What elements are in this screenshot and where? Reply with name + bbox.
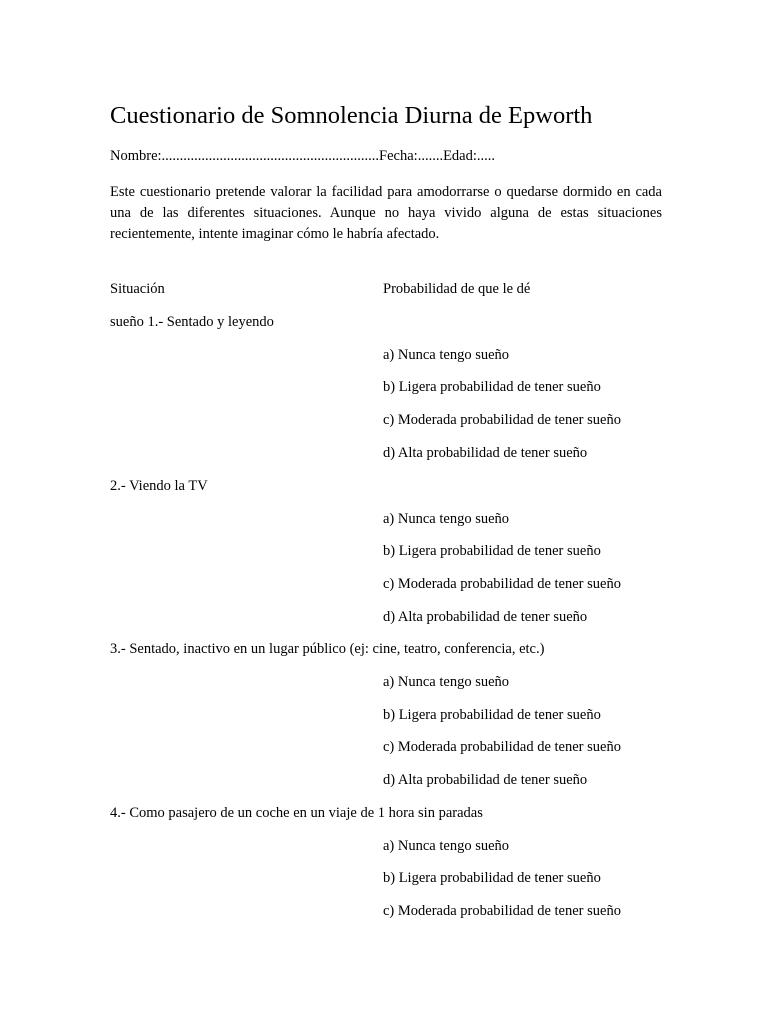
answer-option: c) Moderada probabilidad de tener sueño <box>383 412 621 428</box>
answer-option: a) Nunca tengo sueño <box>383 347 510 363</box>
answer-option: d) Alta probabilidad de tener sueño <box>383 772 588 788</box>
question-label: sueño 1.- Sentado y leyendo <box>110 314 274 330</box>
answer-option: b) Ligera probabilidad de tener sueño <box>383 870 601 886</box>
answer-option: c) Moderada probabilidad de tener sueño <box>383 739 621 755</box>
answer-option: d) Alta probabilidad de tener sueño <box>383 609 588 625</box>
answer-option: a) Nunca tengo sueño <box>383 511 510 527</box>
answer-option: c) Moderada probabilidad de tener sueño <box>383 576 621 592</box>
answer-option: a) Nunca tengo sueño <box>383 838 510 854</box>
answer-option: b) Ligera probabilidad de tener sueño <box>383 707 601 723</box>
header-situation: Situación <box>110 281 165 297</box>
question-label: 4.- Como pasajero de un coche en un viaje de 1 hora sin paradas <box>110 805 483 821</box>
answer-option: b) Ligera probabilidad de tener sueño <box>383 379 601 395</box>
header-probability: Probabilidad de que le dé <box>383 281 531 297</box>
answer-option: d) Alta probabilidad de tener sueño <box>383 445 588 461</box>
document-title: Cuestionario de Somnolencia Diurna de Epworth <box>110 102 593 129</box>
question-label: 3.- Sentado, inactivo en un lugar público (ej: cine, teatro, conferencia, etc.) <box>110 641 545 657</box>
question-label: 2.- Viendo la TV <box>110 478 208 494</box>
answer-option: c) Moderada probabilidad de tener sueño <box>383 903 621 919</box>
intro-paragraph: Este cuestionario pretende valorar la facilidad para amodorrarse o quedarse dormido en cada una de las diferentes situaciones. Aunque no haya vivido alguna de estas situaciones recientemente, intente imaginar cómo le habría afectado. <box>110 184 662 242</box>
name-date-age-fields: Nombre:............................................................Fecha:.......Edad:..... <box>110 148 496 164</box>
answer-option: b) Ligera probabilidad de tener sueño <box>383 543 601 559</box>
answer-option: a) Nunca tengo sueño <box>383 674 510 690</box>
document-page <box>110 0 662 1024</box>
